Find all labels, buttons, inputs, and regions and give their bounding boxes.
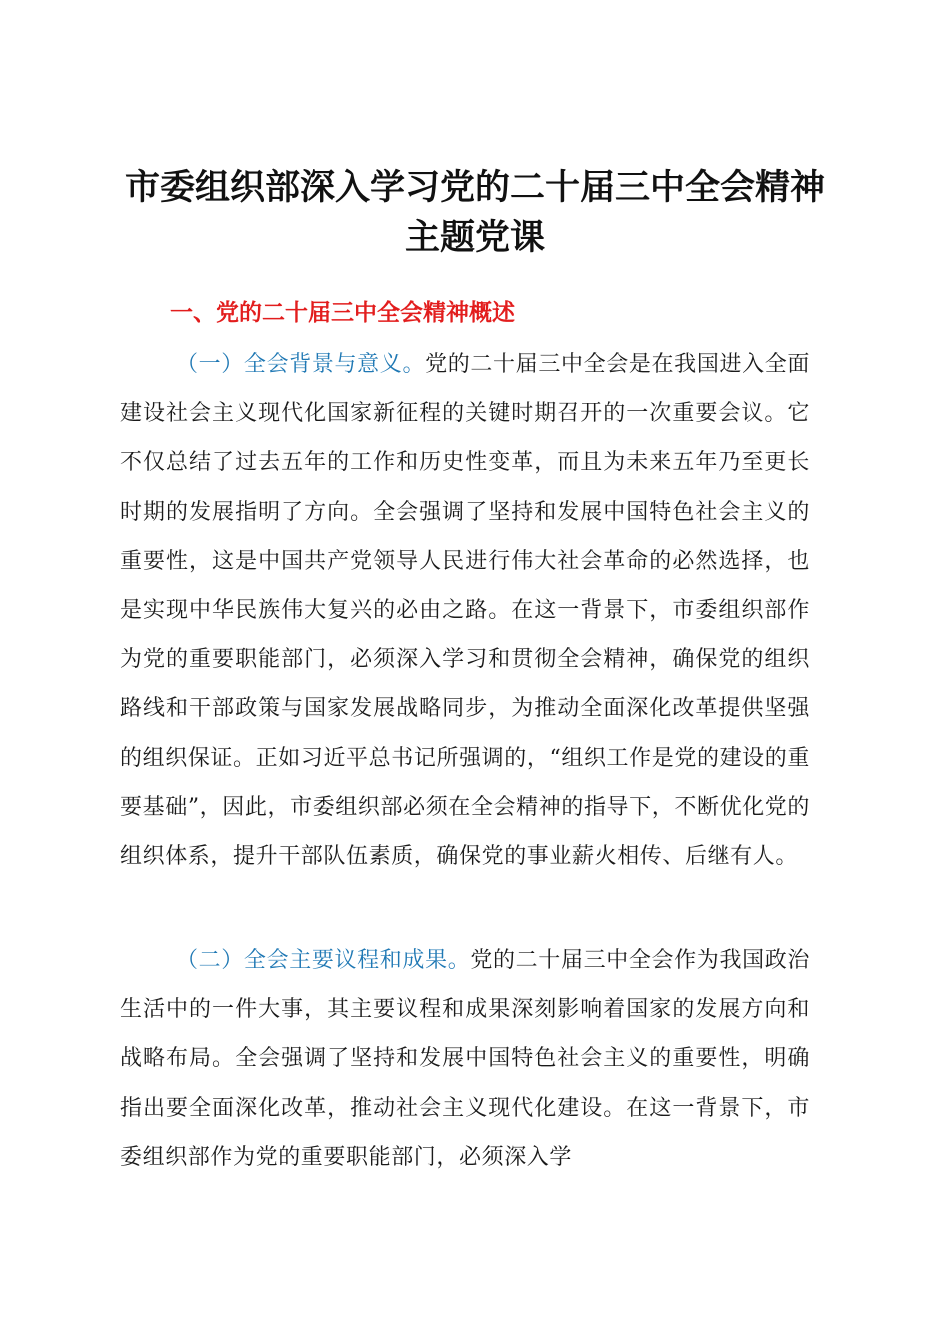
paragraph-body-agenda: 党的二十届三中全会作为我国政治生活中的一件大事，其主要议程和成果深刻影响着国家的发展方向和战略布局。全会强调了坚持和发展中国特色社会主义的重要性，明确指出要全面深化改革，推动社会主义现代化建设。在这一背景下，市委组织部作为党的重要职能部门，必须深入学	[120, 948, 810, 1170]
subsection-heading-background: （一）全会背景与意义。	[176, 352, 426, 377]
section-heading: 一、党的二十届三中全会精神概述	[170, 300, 515, 326]
paragraph-background	[120, 340, 810, 881]
paragraph-body-background: 党的二十届三中全会是在我国进入全面建设社会主义现代化国家新征程的关键时期召开的一次重要会议。它不仅总结了过去五年的工作和历史性变革，而且为未来五年乃至更长时期的发展指明了方向。全会强调了坚持和发展中国特色社会主义的重要性，这是中国共产党领导人民进行伟大社会革命的必然选择，也是实现中华民族伟大复兴的必由之路。在这一背景下，市委组织部作为党的重要职能部门，必须深入学习和贯彻全会精神，确保党的组织路线和干部政策与国家发展战略同步，为推动全面深化改革提供坚强的组织保证。正如习近平总书记所强调的，“组织工作是党的建设的重要基础”，因此，市委组织部必须在全会精神的指导下，不断优化党的组织体系，提升干部队伍素质，确保党的事业薪火相传、后继有人。	[120, 352, 810, 870]
subsection-heading-agenda: （二）全会主要议程和成果。	[176, 948, 471, 973]
paragraph-agenda	[120, 936, 810, 1182]
document-title-line2: 主题党课	[404, 217, 545, 258]
document-title-line1: 市委组织部深入学习党的二十届三中全会精神	[124, 167, 825, 208]
